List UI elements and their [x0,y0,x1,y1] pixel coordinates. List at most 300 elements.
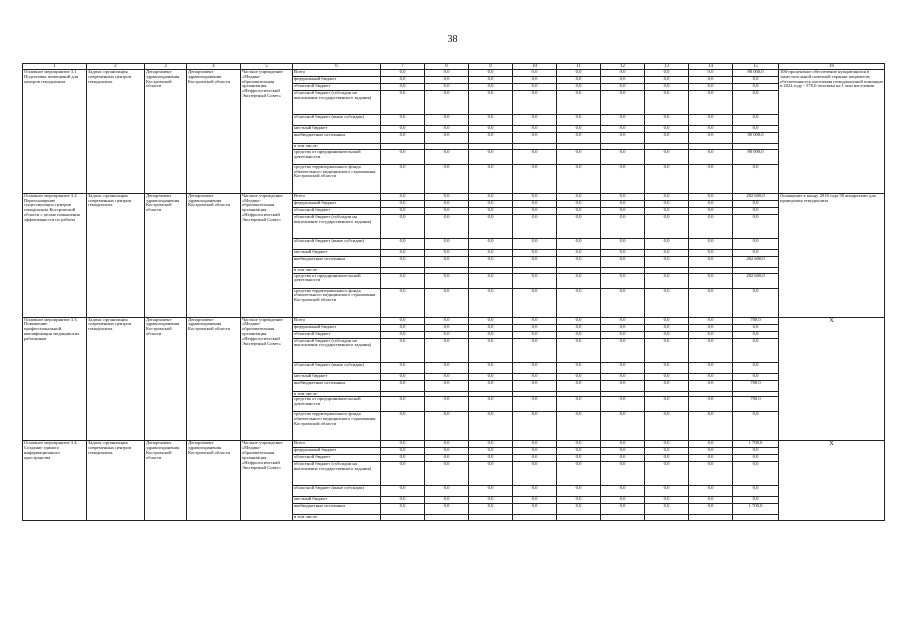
cell-funding-source: внебюджетные источники [293,256,381,267]
cell-funding-source: средства от предпринимательской деятельности [293,149,381,164]
cell-value: 0,0 [557,486,601,497]
cell-value: 0,0 [513,373,557,380]
cell-value: 0,0 [557,207,601,214]
cell-value: 0,0 [557,70,601,77]
cell-value: 0,0 [557,455,601,462]
cell-value: 0,0 [425,362,469,373]
cell-value: 0,0 [557,214,601,238]
cell-value: 0,0 [381,164,425,193]
cell-value: 0,0 [513,249,557,256]
cell-funding-source: местный бюджет [293,373,381,380]
cell-value: 0,0 [601,504,645,515]
cell-value: 0,0 [557,397,601,412]
cell-value: 0,0 [425,214,469,238]
cell-value: 0,0 [689,338,733,362]
cell-value: 0,0 [425,273,469,288]
cell-event: Основное мероприятие 3.3. Повышение профессиональной квалификации медицинских работников [23,317,87,441]
cell-value: 0,0 [689,126,733,133]
column-number: 1 [23,64,87,70]
cell-funding-source: в том числе: [293,267,381,273]
cell-value: 0,0 [601,193,645,200]
cell-value: 0,0 [513,497,557,504]
cell-value: 0,0 [601,164,645,193]
cell-value: 0,0 [381,84,425,91]
cell-value: 0,0 [513,214,557,238]
cell-value: 0,0 [513,149,557,164]
cell-value: 0,0 [425,77,469,84]
cell-value: 0,0 [689,164,733,193]
cell-value: 0,0 [645,397,689,412]
cell-dept: Департамент здравоохранения Костромской области [145,70,187,194]
cell-value: 0,0 [425,462,469,486]
cell-value: 0,0 [381,133,425,144]
cell-result: X [779,317,885,441]
cell-executor: Частное учреждение «Медико-образовательная организация «Нефрологический Экспертный Совет» [241,70,293,194]
cell-value: 0,0 [601,238,645,249]
cell-value: 0,0 [645,193,689,200]
cell-value: 0,0 [601,331,645,338]
cell-value: 0,0 [601,91,645,115]
cell-value: 0,0 [425,70,469,77]
cell-value: 0,0 [645,115,689,126]
cell-value: 0,0 [513,84,557,91]
cell-value: 0,0 [557,380,601,391]
cell-value: 0,0 [645,126,689,133]
cell-value: 0,0 [469,412,513,441]
cell-value: 0,0 [557,373,601,380]
cell-value: 0,0 [601,441,645,448]
cell-value: 0,0 [645,338,689,362]
cell-executor: Частное учреждение «Медико-образовательная организация «Нефрологический Экспертный Совет» [241,441,293,521]
cell-value: 0,0 [645,448,689,455]
cell-value: 0,0 [601,324,645,331]
cell-value: 0,0 [645,497,689,504]
cell-value: 0,0 [425,441,469,448]
cell-dept: Департамент здравоохранения Костромской области [145,441,187,521]
column-number: 10 [513,64,557,70]
cell-value: 0,0 [689,77,733,84]
page-number: 38 [447,34,458,45]
cell-value: 0,0 [469,91,513,115]
cell-value: 0,0 [557,249,601,256]
cell-value: 0,0 [381,317,425,324]
cell-value: 0,0 [513,273,557,288]
cell-value: 0,0 [733,324,779,331]
cell-funding-source: областной бюджет (субсидии на выполнение государственного задания) [293,91,381,115]
cell-value: 0,0 [469,200,513,207]
column-number: 16 [779,64,885,70]
cell-value: 0,0 [689,249,733,256]
column-number: 7 [381,64,425,70]
cell-value [381,515,425,521]
cell-value: 0,0 [381,238,425,249]
cell-funding-source: областной бюджет [293,207,381,214]
cell-value: 0,0 [601,77,645,84]
cell-value: 0,0 [557,273,601,288]
cell-value: 0,0 [425,455,469,462]
cell-value: 0,0 [601,273,645,288]
cell-value: 0,0 [469,84,513,91]
cell-value: 0,0 [645,380,689,391]
cell-value: 0,0 [513,455,557,462]
cell-value: 0,0 [469,193,513,200]
cell-value: 0,0 [557,200,601,207]
cell-value: 0,0 [469,149,513,164]
cell-value: 0,0 [513,317,557,324]
cell-value: 0,0 [601,126,645,133]
table-row [23,441,885,448]
cell-value: 0,0 [733,331,779,338]
cell-value: 0,0 [425,412,469,441]
cell-value: 0,0 [513,126,557,133]
cell-value: 0,0 [645,412,689,441]
cell-value: 0,0 [733,238,779,249]
cell-value: 0,0 [513,238,557,249]
cell-value: 0,0 [469,77,513,84]
cell-value: 0,0 [469,70,513,77]
cell-value: 0,0 [381,207,425,214]
cell-value: 0,0 [733,200,779,207]
table-row [23,70,885,77]
cell-value: 0,0 [645,331,689,338]
cell-value: 0,0 [601,70,645,77]
cell-value: 0,0 [689,380,733,391]
cell-value: 0,0 [381,149,425,164]
cell-value: 0,0 [645,256,689,267]
cell-value: 0,0 [645,455,689,462]
cell-value: 0,0 [425,324,469,331]
cell-value: 0,0 [425,84,469,91]
cell-value: 0,0 [557,288,601,317]
cell-value: 0,0 [689,214,733,238]
cell-funding-source: федеральный бюджет [293,77,381,84]
cell-value: 0,0 [425,249,469,256]
cell-value: 0,0 [733,77,779,84]
cell-value: 0,0 [645,91,689,115]
cell-value: 0,0 [689,70,733,77]
cell-value: 0,0 [557,362,601,373]
cell-value: 0,0 [469,324,513,331]
cell-value: 0,0 [645,214,689,238]
cell-value: 0,0 [557,338,601,362]
cell-value: 0,0 [689,441,733,448]
cell-value: 0,0 [689,238,733,249]
cell-value: 0,0 [469,455,513,462]
cell-funding-source: средства территориального фонда обязательного медицинского страхования Костромской области [293,164,381,193]
cell-funding-source: средства от предпринимательской деятельности [293,273,381,288]
cell-value: 0,0 [513,486,557,497]
cell-value: 0,0 [557,91,601,115]
cell-value: 0,0 [733,412,779,441]
cell-funding-source: Всего [293,193,381,200]
cell-value: 0,0 [469,115,513,126]
cell-value: 0,0 [733,455,779,462]
column-number: 2 [87,64,145,70]
cell-value: 0,0 [513,380,557,391]
table-row [23,317,885,324]
column-number: 6 [293,64,381,70]
cell-value: 0,0 [513,331,557,338]
cell-value: 0,0 [733,362,779,373]
cell-value: 0,0 [425,486,469,497]
cell-value: 0,0 [557,331,601,338]
cell-task: Задача: организация современных центров гемодиализа [87,193,145,317]
cell-funding-source: местный бюджет [293,249,381,256]
cell-value: 0,0 [557,77,601,84]
cell-value: 0,0 [469,504,513,515]
cell-value: 0,0 [381,331,425,338]
cell-value: 0,0 [645,149,689,164]
cell-funding-source: в том числе: [293,144,381,150]
cell-value: 0,0 [469,249,513,256]
cell-value: 0,0 [557,164,601,193]
cell-funding-source: областной бюджет (иные субсидии) [293,115,381,126]
cell-value: 0,0 [689,193,733,200]
cell-value: 700,0 [733,380,779,391]
cell-value: 0,0 [381,200,425,207]
cell-funding-source: областной бюджет (иные субсидии) [293,238,381,249]
cell-value: 0,0 [645,441,689,448]
cell-value: 0,0 [689,397,733,412]
cell-value: 0,0 [381,504,425,515]
cell-value: 0,0 [689,331,733,338]
cell-funding-source: внебюджетные источники [293,133,381,144]
cell-value: 0,0 [513,70,557,77]
cell-value: 0,0 [425,331,469,338]
cell-task: Задача: организация современных центров гемодиализа [87,317,145,441]
cell-value: 0,0 [733,486,779,497]
cell-value: 0,0 [469,207,513,214]
cell-value: 0,0 [645,238,689,249]
cell-value: 0,0 [381,324,425,331]
cell-funding-source: Всего [293,70,381,77]
cell-value: 0,0 [425,200,469,207]
cell-value: 0,0 [733,462,779,486]
cell-task: Задача: организация современных центров гемодиализа [87,70,145,194]
cell-value: 0,0 [689,317,733,324]
cell-value: 0,0 [689,412,733,441]
cell-value: 0,0 [733,249,779,256]
cell-value: 0,0 [601,249,645,256]
cell-value: 0,0 [557,324,601,331]
cell-funding-source: областной бюджет (субсидии на выполнение государственного задания) [293,462,381,486]
cell-funding-source: областной бюджет (иные субсидии) [293,362,381,373]
cell-value: 0,0 [513,200,557,207]
cell-value: 0,0 [689,448,733,455]
cell-value: 0,0 [381,441,425,448]
cell-value: 0,0 [425,149,469,164]
cell-funding-source: областной бюджет [293,331,381,338]
cell-value: 1 700,0 [733,504,779,515]
cell-value: 0,0 [645,273,689,288]
column-number: 15 [733,64,779,70]
cell-value: 0,0 [557,441,601,448]
cell-value: 0,0 [645,77,689,84]
cell-value: 0,0 [601,362,645,373]
cell-value: 0,0 [469,338,513,362]
cell-event: Основное мероприятие 3.4. Создание единого информационного пространства [23,441,87,521]
cell-value: 0,0 [425,207,469,214]
cell-value: 0,0 [645,70,689,77]
cell-value: 0,0 [601,373,645,380]
cell-funding-source: местный бюджет [293,126,381,133]
cell-funding-source: областной бюджет [293,84,381,91]
cell-value: 0,0 [645,133,689,144]
cell-value: 0,0 [425,193,469,200]
cell-value: 0,0 [469,486,513,497]
cell-value: 0,0 [557,126,601,133]
cell-value: 0,0 [733,338,779,362]
cell-result: X [779,441,885,521]
cell-value: 0,0 [601,497,645,504]
cell-value: 0,0 [469,288,513,317]
cell-value: 0,0 [425,238,469,249]
cell-value: 0,0 [601,115,645,126]
cell-value: 0,0 [381,214,425,238]
cell-value: 0,0 [557,412,601,441]
cell-value: 0,0 [733,164,779,193]
cell-funding-source: в том числе: [293,515,381,521]
cell-value: 0,0 [425,317,469,324]
cell-value: 0,0 [425,115,469,126]
column-number: 3 [145,64,187,70]
cell-value: 80 000,0 [733,70,779,77]
cell-value: 0,0 [645,164,689,193]
column-number: 5 [241,64,293,70]
cell-value: 0,0 [381,70,425,77]
cell-value: 0,0 [513,193,557,200]
cell-value: 0,0 [425,256,469,267]
cell-value: 0,0 [645,462,689,486]
cell-funding-source: областной бюджет [293,455,381,462]
cell-funding-source: Всего [293,317,381,324]
cell-value: 0,0 [689,362,733,373]
cell-value: 0,0 [689,504,733,515]
cell-value: 0,0 [645,373,689,380]
cell-value: 0,0 [601,207,645,214]
cell-value: 0,0 [557,193,601,200]
cell-funding-source: средства от предпринимательской деятельности [293,397,381,412]
cell-value: 0,0 [469,256,513,267]
cell-value: 282 600,0 [733,256,779,267]
cell-value: 0,0 [513,462,557,486]
cell-value: 0,0 [689,115,733,126]
cell-value: 0,0 [381,126,425,133]
cell-value: 0,0 [601,133,645,144]
cell-dept2: Департамент здравоохранения Костромской области [187,193,241,317]
cell-value: 0,0 [557,497,601,504]
cell-value: 0,0 [469,317,513,324]
cell-funding-source: в том числе: [293,391,381,397]
cell-value: 0,0 [469,441,513,448]
cell-funding-source: внебюджетные источники [293,380,381,391]
cell-value: 0,0 [381,193,425,200]
cell-value: 0,0 [381,497,425,504]
cell-funding-source: федеральный бюджет [293,200,381,207]
cell-value: 0,0 [689,497,733,504]
cell-value: 0,0 [469,133,513,144]
table-row [23,193,885,200]
cell-value: 0,0 [381,256,425,267]
cell-value [425,515,469,521]
cell-funding-source: областной бюджет (субсидии на выполнение государственного задания) [293,338,381,362]
cell-event: Основное мероприятие 3.2. Переоснащение существующих центров гемодиализа Костромской области с целью повышения эффективности их работы [23,193,87,317]
cell-funding-source: федеральный бюджет [293,448,381,455]
cell-value: 0,0 [689,207,733,214]
cell-value: 0,0 [425,373,469,380]
cell-value: 0,0 [425,504,469,515]
cell-value: 0,0 [557,238,601,249]
cell-value: 0,0 [381,249,425,256]
budget-table [22,63,885,521]
column-number: 11 [557,64,601,70]
cell-value: 0,0 [557,84,601,91]
cell-value: 0,0 [469,462,513,486]
cell-value: 0,0 [425,126,469,133]
cell-value: 0,0 [645,362,689,373]
cell-value: 0,0 [557,256,601,267]
cell-value: 0,0 [601,317,645,324]
cell-value: 0,0 [601,448,645,455]
cell-value: 0,0 [381,77,425,84]
cell-value: 0,0 [469,380,513,391]
cell-value: 0,0 [601,149,645,164]
cell-value: 0,0 [425,448,469,455]
cell-funding-source: Всего [293,441,381,448]
cell-value: 0,0 [733,448,779,455]
cell-value: 0,0 [425,338,469,362]
cell-value: 0,0 [689,200,733,207]
cell-value: 0,0 [425,497,469,504]
cell-value: 0,0 [645,84,689,91]
cell-value: 0,0 [513,133,557,144]
cell-value: 0,0 [469,397,513,412]
cell-value [689,515,733,521]
cell-value: 0,0 [469,238,513,249]
cell-value: 0,0 [513,115,557,126]
cell-executor: Частное учреждение «Медико-образовательная организация «Нефрологический Экспертный Совет» [241,193,293,317]
cell-value: 0,0 [513,448,557,455]
cell-value: 0,0 [381,288,425,317]
cell-value: 80 000,0 [733,133,779,144]
cell-value: 0,0 [733,497,779,504]
cell-dept2: Департамент здравоохранения Костромской области [187,70,241,194]
cell-dept2: Департамент здравоохранения Костромской области [187,317,241,441]
cell-value: 0,0 [557,448,601,455]
cell-value: 0,0 [513,207,557,214]
cell-value: 0,0 [601,84,645,91]
cell-value: 0,0 [557,317,601,324]
cell-value: 0,0 [733,91,779,115]
cell-value: 0,0 [469,126,513,133]
cell-value: 1 700,0 [733,441,779,448]
cell-value: 0,0 [601,338,645,362]
cell-value: 0,0 [689,486,733,497]
cell-value: 0,0 [381,362,425,373]
cell-value: 0,0 [689,84,733,91]
cell-value: 0,0 [601,288,645,317]
cell-task: Задача: организация современных центров гемодиализа [87,441,145,521]
cell-value: 0,0 [645,207,689,214]
cell-value: 0,0 [381,273,425,288]
cell-value: 0,0 [381,455,425,462]
column-number: 8 [425,64,469,70]
cell-value: 0,0 [425,133,469,144]
cell-value: 0,0 [733,115,779,126]
cell-value: 0,0 [689,91,733,115]
cell-value: 0,0 [513,362,557,373]
cell-value: 0,0 [689,324,733,331]
